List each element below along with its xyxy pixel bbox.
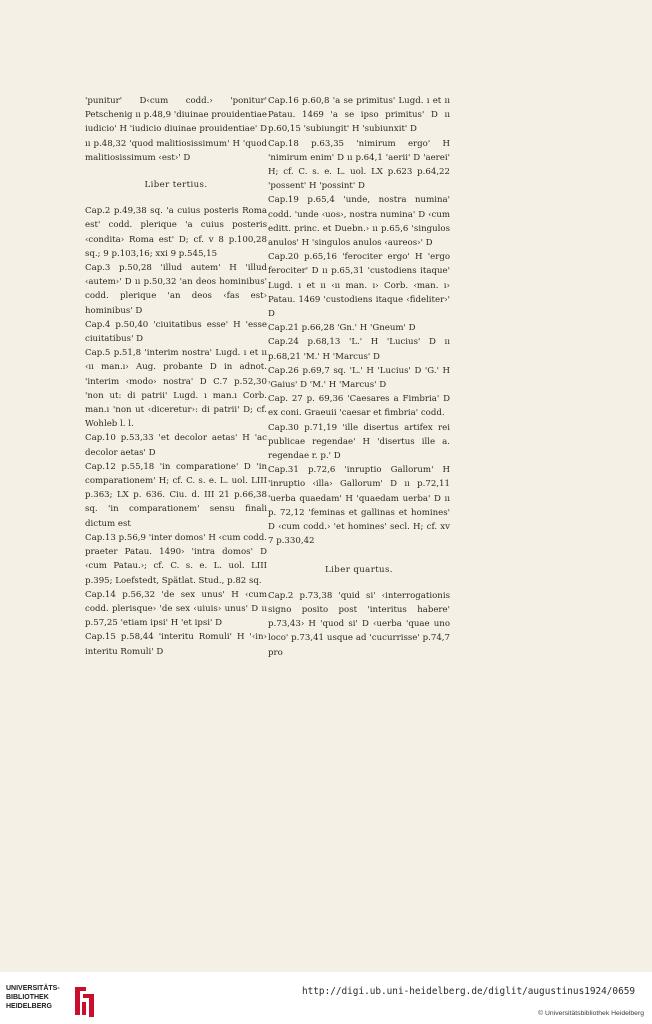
note-paragraph: Cap.2 p.49,38 sq. 'a cuius posteris Roma est' codd. plerique 'a cuius posteris ‹condita› Roma est' D; cf. v 8 p.100,28 sq.; 9 p.103,16; xxi 9 p.545,15 [85,206,267,259]
library-emblem-icon [72,985,98,1019]
note-paragraph: Cap.2 p.73,38 'quid si' ‹interrogationis signo posito post 'interitus habere' p.73,43› H 'quod si' D ‹uerba 'quae uno loco' p.73,41 usque ad 'cucurrisse' p.74,7 pro [268,590,450,658]
note-paragraph: Cap.20 p.65,16 'ferociter ergo' H 'ergo ferociter' D ıı p.65,31 'custodiens itaque' Lugd. ı et ıı ‹ıı man. ı› Corb. ‹man. ı› Patau. 1469 'custodiens itaque ‹fideliter›' D [268,252,450,320]
library-logo[interactable] [6,984,102,1022]
right-paragraphs-b [268,589,450,660]
logo-line: UNIVERSITÄTS- [6,985,60,992]
note-paragraph: Cap.4 p.50,40 'ciuitatibus esse' H 'esse ciuitatibus' D [85,319,267,345]
right-column [268,94,450,660]
left-paragraphs-b [85,204,267,659]
left-column [85,94,267,659]
note-paragraph: Cap.13 p.56,9 'inter domos' H ‹cum codd. praeter Patau. 1490› 'intra domos' D ‹cum Patau.›; cf. C. s. e. L. uol. LIII p.395; Loefstedt, Spätlat. Stud., p.82 sq. [85,532,267,586]
right-paragraphs-a [268,94,450,549]
note-paragraph: Cap.19 p.65,4 'unde, nostra numina' codd. 'unde ‹uos›, nostra numina' D ‹cum editt. princ. et Duebn.› ıı p.65,6 'singulos anulos' H 'singulos anulos ‹aureos›' D [268,195,450,249]
heading-liber-tertius: Liber tertius. [144,180,208,191]
note-paragraph: Cap.26 p.69,7 sq. 'L.' H 'Lucius' D 'G.' H 'Gaius' D 'M.' H 'Marcus' D [268,365,450,391]
note-paragraph: Cap.24 p.68,13 'L.' H 'Lucius' D ıı p.68,21 'M.' H 'Marcus' D [268,337,450,362]
heading-liber-quartus: Liber quartus. [325,564,393,575]
note-paragraph: Cap.18 p.63,35 'nimirum ergo' H 'nimirum enim' D ıı p.64,1 'aerii' D 'aerei' H; cf. C. s. e. L. uol. LX p.623 p.64,22 'possent' H 'possint' D [268,138,450,192]
footer-bar [0,972,652,1024]
note-paragraph: Cap.15 p.58,44 'interitu Romuli' H '‹in› interitu Romuli' D [85,632,267,657]
note-paragraph: Cap.12 p.55,18 'in comparatione' D 'in comparationem' H; cf. C. s. e. L. uol. LIII p.363; LX p. 636. Ciu. d. III 21 p.66,38 sq. 'in comparationem' sensu finali dictum est [85,461,267,529]
note-paragraph: Cap.3 p.50,28 'illud autem' H 'illud ‹autem›' D ıı p.50,32 'an deos hominibus' codd. plerique 'an deos ‹fas est› hominibus' D [85,263,267,316]
note-paragraph: Cap. 27 p. 69,36 'Caesares a Fimbria' D ex coni. Graeuii 'caesar et fimbria' codd. [268,394,450,419]
left-paragraphs-a [85,94,267,165]
logo-line: HEIDELBERG [6,1003,52,1010]
note-paragraph: Cap.10 p.53,33 'et decolor aetas' H 'ac decolor aetas' D [85,433,267,458]
note-paragraph: Cap.16 p.60,8 'a se primitus' Lugd. ı et ıı Patau. 1469 'a se ipso primitus' D ıı p.60,15 'subiungit' H 'subiunxit' D [268,96,450,135]
note-paragraph: Cap.31 p.72,6 'inruptio Gallorum' H 'inruptio ‹illa› Gallorum' D ıı p.72,11 'uerba quaedam' H 'quaedam uerba' D ıı p. 72,12 'feminas et gallinas et homines' D ‹cum codd.› 'et homines' secl. H; cf. xv 7 p.330,42 [268,465,450,547]
note-paragraph: Cap.5 p.51,8 'interim nostra' Lugd. ı et ıı ‹ıı man.ı› Aug. probante D in adnot. 'interim ‹modo› nostra' D C.7 p.52,30 'non ut: di patrii' Lugd. ı man.ı Corb. man.ı 'non ut ‹diceretur›: di patrii' D; cf. Wohleb l. l. [85,348,267,430]
logo-line: BIBLIOTHEK [6,994,49,1001]
document-url-link[interactable]: http://digi.ub.uni-heidelberg.de/diglit/augustinus1924/0659 [302,986,636,997]
note-paragraph: Cap.21 p.66,28 'Gn.' H 'Gneum' D [268,323,416,334]
note-paragraph: Cap.30 p.71,19 'ille disertus artifex rei publicae regendae' H 'disertus ille a. regendae r. p.' D [268,422,450,462]
logo-wordmark [6,984,72,1011]
note-paragraph: Cap.14 p.56,32 'de sex unus' H ‹cum codd. plerisque› 'de sex ‹uiuis› unus' D ıı p.57,25 'etiam ipsi' H 'et ipsi' D [85,589,267,629]
note-paragraph: 'punitur' D‹cum codd.› 'ponitur' Petschenig ıı p.48,9 'diuinae prouidentiae iudicio' H 'iudicio diuinae prouidentiae' D ıı p.48,32 'quod malitiosissimum' H 'quod malitiosissimum ‹est›' D [85,96,267,163]
copyright-credit: © Universitätsbibliothek Heidelberg [538,1010,644,1017]
